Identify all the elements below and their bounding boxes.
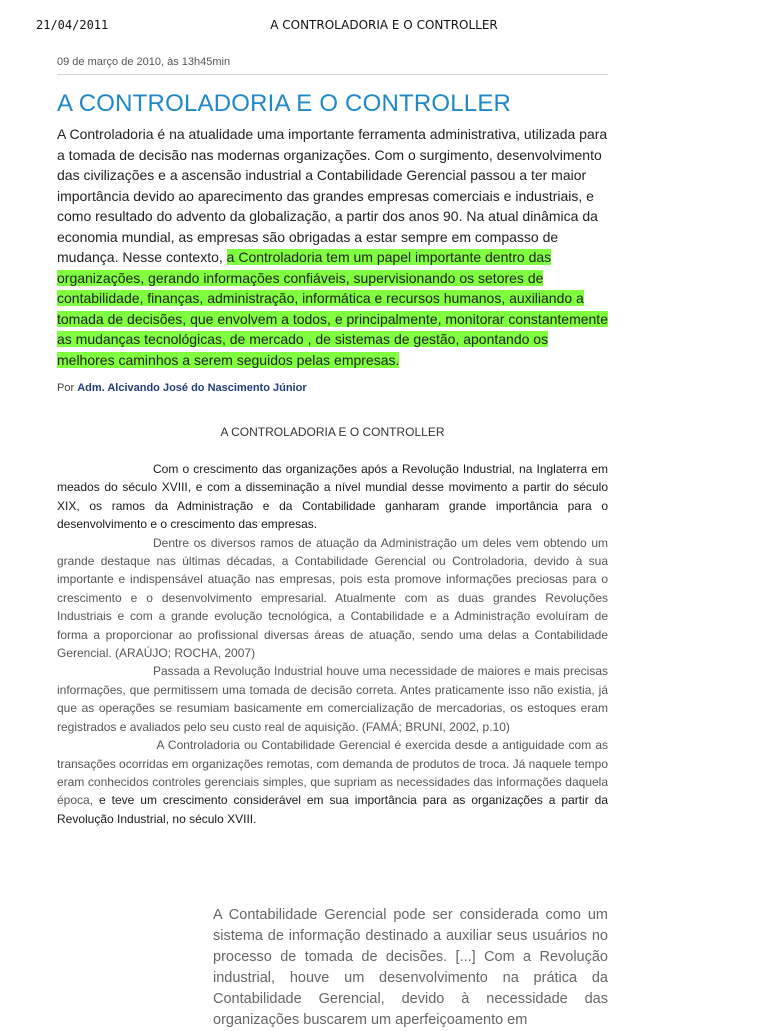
print-header xyxy=(0,18,768,36)
page-title: A CONTROLADORIA E O CONTROLLER xyxy=(57,90,512,117)
lead-highlight: a Controladoria tem um papel importante dentro das organizações, gerando informações confiáveis, supervisionando os setores de contabilidade, finanças, administração, informática e recursos humanos, auxiliando a tomada de decisões, que envolvem a todos, e principalmente, monitorar constantemente as mudanças tecnológicas, de mercado , de sistemas de gestão, apontando os melhores caminhos a serem seguidos pelas empresas. xyxy=(57,249,608,368)
block-quote: A Contabilidade Gerencial pode ser considerada como um sistema de informação destinado a auxiliar seus usuários no processo de tomada de decisões. [...] Com a Revolução industrial, houve um desenvolvimento na prática da Contabilidade Gerencial, devido à necessidade das organizações buscarem um aperfeiçoamento em xyxy=(213,907,608,1028)
paragraph-1: Com o crescimento das organizações após a Revolução Industrial, na Inglaterra em meados do século XVIII, e com a disseminação a nível mundial desse movimento a partir do século XIX, os ramos da Administração e da Contabilidade ganharam grande importância para o desenvolvimento e o crescimento das empresas. xyxy=(57,462,608,532)
byline xyxy=(57,382,608,394)
lead-paragraph xyxy=(57,124,608,370)
divider xyxy=(57,74,608,75)
author-link[interactable]: Adm. Alcivando José do Nascimento Júnior xyxy=(77,382,307,394)
lead-text: A Controladoria é na atualidade uma importante ferramenta administrativa, utilizada para a tomada de decisão nas modernas organizações. Com o surgimento, desenvolvimento das civilizações e a ascensão industrial a Contabilidade Gerencial passou a ter maior importância devido ao aparecimento das grandes empresas comerciais e industriais, e como resultado do advento da globalização, a partir dos anos 90. Na atual dinâmica da economia mundial, as empresas são obrigadas a estar sempre em compasso de mudança. Nesse contexto, xyxy=(57,126,608,265)
article-body xyxy=(57,460,608,828)
print-date: 21/04/2011 xyxy=(36,18,109,32)
byline-prefix: Por xyxy=(57,382,75,394)
article-page xyxy=(57,52,608,828)
paragraph-4-part-2: e teve um crescimento considerável em sua importância para as organizações a partir da Revolução Industrial, no século XVIII. xyxy=(57,793,608,826)
post-date: 09 de março de 2010, às 13h45min xyxy=(57,56,231,68)
article-subtitle: A CONTROLADORIA E O CONTROLLER xyxy=(220,425,445,439)
print-title: A CONTROLADORIA E O CONTROLLER xyxy=(270,18,498,32)
paragraph-4 xyxy=(57,736,608,828)
paragraph-2: Dentre os diversos ramos de atuação da Administração um deles vem obtendo um grande destaque nas últimas décadas, a Contabilidade Gerencial ou Controladoria, devido à sua importante e indispensável atuação nas empresas, pois esta promove informações preciosas para o crescimento e o desenvolvimento empresarial. Atualmente com as duas grandes Revoluções Industriais e com a grande evolução tecnológica, a Contabilidade e a Administração evoluíram de forma a proporcionar ao profissional diversas áreas de atuação, sendo uma delas a Contabilidade Gerencial. (ARAÚJO; ROCHA, 2007) xyxy=(57,535,608,661)
paragraph-3: Passada a Revolução Industrial houve uma necessidade de maiores e mais precisas informações, que permitissem uma tomada de decisão correta. Antes praticamente isso não existia, já que as operações se resumiam basicamente em comercialização de mercadorias, os estoques eram registrados e avaliados pelo seu custo real de aquisição. (FAMÁ; BRUNI, 2002, p.10) xyxy=(57,664,608,734)
paragraph-4-part-1: A Controladoria ou Contabilidade Gerencial é exercida desde a antiguidade com as transações ocorridas em organizações remotas, com demanda de produtos de troca. Já naquele tempo eram conhecidos controles gerenciais simples, que supriam as necessidades das informações daquela época, xyxy=(57,738,608,808)
